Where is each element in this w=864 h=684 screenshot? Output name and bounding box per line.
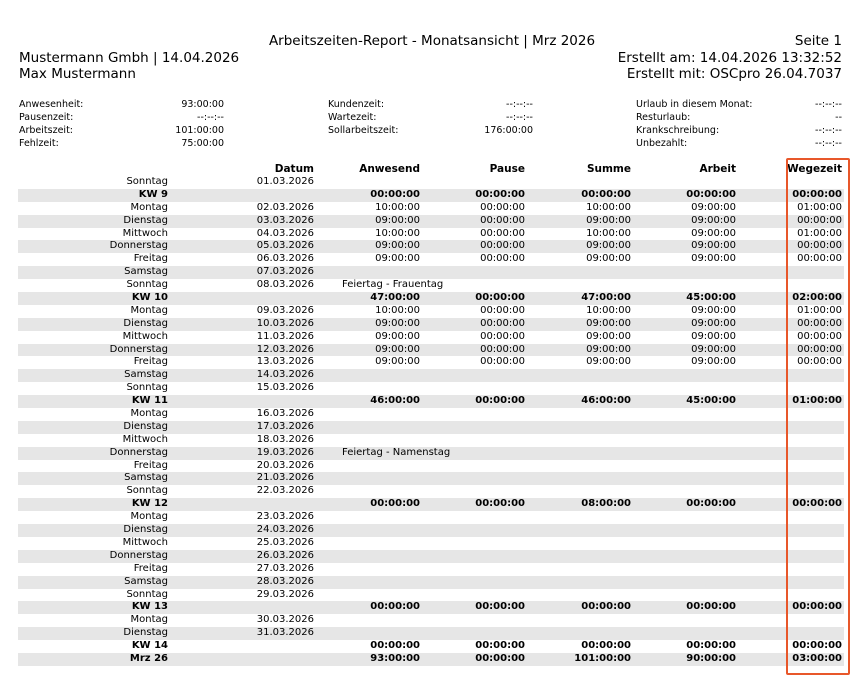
arbeit-cell: 09:00:00 [691, 214, 736, 226]
anwesend-cell: 09:00:00 [375, 240, 420, 252]
date-cell: 20.03.2026 [256, 459, 314, 471]
table-row [18, 537, 844, 550]
day-cell: KW 13 [131, 601, 168, 613]
date-cell: 04.03.2026 [256, 227, 314, 239]
anwesend-cell: 10:00:00 [375, 304, 420, 316]
wegezeit-cell: 03:00:00 [792, 652, 842, 664]
wegezeit-cell: 01:00:00 [792, 395, 842, 407]
summary-label: Pausenzeit: [19, 112, 74, 123]
summary-label: Sollarbeitszeit: [328, 125, 399, 136]
day-cell: Mittwoch [122, 536, 168, 548]
arbeit-cell: 09:00:00 [691, 227, 736, 239]
wegezeit-cell: 01:00:00 [797, 227, 842, 239]
summary-value: --:--:-- [815, 138, 842, 149]
table-row [18, 305, 844, 318]
summary-row [18, 189, 844, 202]
wegezeit-cell: 00:00:00 [792, 498, 842, 510]
summary-label: Wartezeit: [328, 112, 377, 123]
date-cell: 24.03.2026 [256, 524, 314, 536]
summe-cell: 08:00:00 [581, 498, 631, 510]
arbeit-cell: 00:00:00 [686, 640, 736, 652]
table-row [18, 279, 844, 292]
date-cell: 19.03.2026 [256, 446, 314, 458]
day-cell: Sonntag [126, 485, 168, 497]
date-cell: 27.03.2026 [256, 562, 314, 574]
arbeit-cell: 00:00:00 [686, 498, 736, 510]
arbeit-cell: 09:00:00 [691, 330, 736, 342]
day-cell: Sonntag [126, 279, 168, 291]
day-cell: Samstag [124, 472, 168, 484]
table-row [18, 408, 844, 421]
summe-cell: 09:00:00 [586, 240, 631, 252]
summe-cell: 09:00:00 [586, 317, 631, 329]
table-row [18, 318, 844, 331]
day-cell: Samstag [124, 575, 168, 587]
summary-value: 93:00:00 [181, 99, 224, 110]
report-title: Arbeitszeiten-Report - Monatsansicht | Mrz 2026 [268, 33, 596, 49]
pause-cell: 00:00:00 [480, 253, 525, 265]
date-cell: 25.03.2026 [256, 536, 314, 548]
wegezeit-cell: 00:00:00 [797, 330, 842, 342]
summary-row [18, 395, 844, 408]
day-cell: Mittwoch [122, 227, 168, 239]
summe-cell: 09:00:00 [586, 356, 631, 368]
anwesend-cell: 00:00:00 [370, 640, 420, 652]
page-number: Seite 1 [794, 33, 842, 49]
arbeit-cell: 09:00:00 [691, 356, 736, 368]
date-cell: 10.03.2026 [256, 317, 314, 329]
day-cell: Montag [130, 201, 168, 213]
pause-cell: 00:00:00 [480, 317, 525, 329]
date-cell: 31.03.2026 [256, 627, 314, 639]
table-row [18, 589, 844, 602]
day-cell: Montag [130, 614, 168, 626]
date-cell: 18.03.2026 [256, 433, 314, 445]
table-row [18, 614, 844, 627]
summary-row [18, 640, 844, 653]
table-row [18, 382, 844, 395]
date-cell: 21.03.2026 [256, 472, 314, 484]
wegezeit-cell: 01:00:00 [797, 304, 842, 316]
summary-row [18, 292, 844, 305]
table-row [18, 563, 844, 576]
pause-cell: 00:00:00 [480, 343, 525, 355]
summary-value: --:--:-- [197, 112, 224, 123]
summary-row [18, 653, 844, 666]
table-row [18, 550, 844, 563]
arbeit-cell: 45:00:00 [686, 292, 736, 304]
table-row [18, 356, 844, 369]
table-row [18, 627, 844, 640]
table-row [18, 266, 844, 279]
anwesend-cell: 00:00:00 [370, 188, 420, 200]
arbeit-cell: 09:00:00 [691, 304, 736, 316]
table-row [18, 176, 844, 189]
summary-label: Unbezahlt: [636, 138, 688, 149]
summary-label: Anwesenheit: [19, 99, 84, 110]
day-cell: Dienstag [123, 214, 168, 226]
table-body [18, 176, 844, 666]
pause-cell: 00:00:00 [475, 395, 525, 407]
arbeit-cell: 45:00:00 [686, 395, 736, 407]
arbeit-cell: 09:00:00 [691, 253, 736, 265]
summary-label: Kundenzeit: [328, 99, 385, 110]
column-header-arbeit: Arbeit [699, 163, 736, 175]
column-header-wegezeit: Wegezeit [787, 163, 842, 175]
arbeit-cell: 00:00:00 [686, 601, 736, 613]
table-row [18, 485, 844, 498]
table-row [18, 331, 844, 344]
pause-cell: 00:00:00 [480, 356, 525, 368]
date-cell: 01.03.2026 [256, 176, 314, 187]
table-row [18, 253, 844, 266]
arbeit-cell: 00:00:00 [686, 188, 736, 200]
anwesend-cell: 09:00:00 [375, 330, 420, 342]
day-cell: Sonntag [126, 176, 168, 187]
table-row [18, 576, 844, 589]
summary-value: 75:00:00 [181, 138, 224, 149]
note-cell: Feiertag - Frauentag [342, 279, 444, 291]
summe-cell: 101:00:00 [574, 652, 631, 664]
pause-cell: 00:00:00 [475, 188, 525, 200]
date-cell: 13.03.2026 [256, 356, 314, 368]
summe-cell: 00:00:00 [581, 188, 631, 200]
date-cell: 15.03.2026 [256, 382, 314, 394]
day-cell: Donnerstag [109, 343, 168, 355]
summary-label: Krankschreibung: [636, 125, 720, 136]
date-cell: 03.03.2026 [256, 214, 314, 226]
date-cell: 06.03.2026 [256, 253, 314, 265]
column-header-datum: Datum [274, 163, 314, 175]
date-cell: 22.03.2026 [256, 485, 314, 497]
created-at: Erstellt am: 14.04.2026 13:32:52 [617, 50, 842, 66]
arbeit-cell: 90:00:00 [686, 652, 736, 664]
pause-cell: 00:00:00 [480, 304, 525, 316]
anwesend-cell: 47:00:00 [370, 292, 420, 304]
arbeit-cell: 09:00:00 [691, 317, 736, 329]
anwesend-cell: 09:00:00 [375, 356, 420, 368]
pause-cell: 00:00:00 [480, 227, 525, 239]
summary-row [18, 601, 844, 614]
summary-value: 176:00:00 [484, 125, 533, 136]
day-cell: Dienstag [123, 420, 168, 432]
day-cell: Samstag [124, 266, 168, 278]
day-cell: KW 12 [131, 498, 168, 510]
wegezeit-cell: 00:00:00 [792, 601, 842, 613]
table-row [18, 511, 844, 524]
summary-label: Urlaub in diesem Monat: [636, 99, 753, 110]
summary-value: --:--:-- [815, 99, 842, 110]
date-cell: 02.03.2026 [256, 201, 314, 213]
pause-cell: 00:00:00 [480, 214, 525, 226]
anwesend-cell: 10:00:00 [375, 227, 420, 239]
day-cell: Montag [130, 511, 168, 523]
day-cell: Freitag [133, 562, 168, 574]
day-cell: Dienstag [123, 317, 168, 329]
wegezeit-cell: 01:00:00 [797, 201, 842, 213]
day-cell: Montag [130, 408, 168, 420]
summe-cell: 09:00:00 [586, 214, 631, 226]
table-row [18, 344, 844, 357]
wegezeit-cell: 00:00:00 [797, 317, 842, 329]
arbeit-cell: 09:00:00 [691, 343, 736, 355]
table-row [18, 447, 844, 460]
wegezeit-cell: 00:00:00 [792, 188, 842, 200]
day-cell: Donnerstag [109, 446, 168, 458]
pause-cell: 00:00:00 [480, 240, 525, 252]
date-cell: 11.03.2026 [256, 330, 314, 342]
pause-cell: 00:00:00 [475, 640, 525, 652]
summary-value: --:--:-- [506, 112, 533, 123]
date-cell: 23.03.2026 [256, 511, 314, 523]
summary-value: --:--:-- [506, 99, 533, 110]
day-cell: Dienstag [123, 524, 168, 536]
anwesend-cell: 46:00:00 [370, 395, 420, 407]
created-with: Erstellt mit: OSCpro 26.04.7037 [626, 66, 842, 82]
anwesend-cell: 00:00:00 [370, 498, 420, 510]
table-row [18, 202, 844, 215]
date-cell: 08.03.2026 [256, 279, 314, 291]
date-cell: 26.03.2026 [256, 549, 314, 561]
pause-cell: 00:00:00 [480, 201, 525, 213]
company-line: Mustermann Gmbh | 14.04.2026 [19, 50, 240, 66]
table-row [18, 460, 844, 473]
date-cell: 29.03.2026 [256, 588, 314, 600]
summary-value: 101:00:00 [175, 125, 224, 136]
summe-cell: 46:00:00 [581, 395, 631, 407]
summary-label: Fehlzeit: [19, 138, 59, 149]
table-row [18, 215, 844, 228]
day-cell: Mittwoch [122, 330, 168, 342]
wegezeit-cell: 00:00:00 [792, 640, 842, 652]
pause-cell: 00:00:00 [480, 330, 525, 342]
day-cell: KW 11 [131, 395, 168, 407]
pause-cell: 00:00:00 [475, 652, 525, 664]
table-row [18, 369, 844, 382]
anwesend-cell: 09:00:00 [375, 343, 420, 355]
summary-label: Resturlaub: [636, 112, 691, 123]
wegezeit-cell: 02:00:00 [792, 292, 842, 304]
wegezeit-cell: 00:00:00 [797, 240, 842, 252]
wegezeit-highlight-box [786, 158, 850, 675]
day-cell: KW 10 [131, 292, 168, 304]
wegezeit-cell: 00:00:00 [797, 214, 842, 226]
day-cell: Samstag [124, 369, 168, 381]
summe-cell: 47:00:00 [581, 292, 631, 304]
pause-cell: 00:00:00 [475, 498, 525, 510]
date-cell: 17.03.2026 [256, 420, 314, 432]
time-report-table [18, 162, 844, 666]
anwesend-cell: 10:00:00 [375, 201, 420, 213]
date-cell: 09.03.2026 [256, 304, 314, 316]
wegezeit-cell: 00:00:00 [797, 356, 842, 368]
summary-row [18, 498, 844, 511]
date-cell: 28.03.2026 [256, 575, 314, 587]
date-cell: 05.03.2026 [256, 240, 314, 252]
arbeit-cell: 09:00:00 [691, 201, 736, 213]
summary-value: -- [835, 112, 842, 123]
date-cell: 12.03.2026 [256, 343, 314, 355]
day-cell: Mrz 26 [129, 652, 168, 664]
day-cell: Freitag [133, 253, 168, 265]
anwesend-cell: 00:00:00 [370, 601, 420, 613]
anwesend-cell: 09:00:00 [375, 317, 420, 329]
day-cell: Sonntag [126, 588, 168, 600]
date-cell: 07.03.2026 [256, 266, 314, 278]
note-cell: Feiertag - Namenstag [342, 446, 451, 458]
day-cell: Freitag [133, 356, 168, 368]
summe-cell: 09:00:00 [586, 330, 631, 342]
day-cell: KW 14 [131, 640, 168, 652]
table-row [18, 228, 844, 241]
summe-cell: 10:00:00 [586, 201, 631, 213]
anwesend-cell: 09:00:00 [375, 214, 420, 226]
column-header-summe: Summe [586, 163, 631, 175]
day-cell: Donnerstag [109, 240, 168, 252]
wegezeit-cell: 00:00:00 [797, 343, 842, 355]
table-header-row [18, 162, 844, 176]
pause-cell: 00:00:00 [475, 601, 525, 613]
anwesend-cell: 93:00:00 [370, 652, 420, 664]
day-cell: Montag [130, 304, 168, 316]
day-cell: Donnerstag [109, 549, 168, 561]
table-row [18, 434, 844, 447]
day-cell: KW 9 [138, 188, 168, 200]
arbeit-cell: 09:00:00 [691, 240, 736, 252]
table-row [18, 421, 844, 434]
day-cell: Dienstag [123, 627, 168, 639]
table-row [18, 240, 844, 253]
summe-cell: 00:00:00 [581, 640, 631, 652]
table-row [18, 472, 844, 485]
summe-cell: 09:00:00 [586, 253, 631, 265]
column-header-anwesend: Anwesend [359, 163, 420, 175]
date-cell: 30.03.2026 [256, 614, 314, 626]
day-cell: Freitag [133, 459, 168, 471]
anwesend-cell: 09:00:00 [375, 253, 420, 265]
date-cell: 16.03.2026 [256, 408, 314, 420]
summary-value: --:--:-- [815, 125, 842, 136]
day-cell: Mittwoch [122, 433, 168, 445]
summe-cell: 10:00:00 [586, 227, 631, 239]
employee-name: Max Mustermann [19, 66, 136, 82]
summe-cell: 00:00:00 [581, 601, 631, 613]
summe-cell: 09:00:00 [586, 343, 631, 355]
pause-cell: 00:00:00 [475, 292, 525, 304]
date-cell: 14.03.2026 [256, 369, 314, 381]
summe-cell: 10:00:00 [586, 304, 631, 316]
column-header-pause: Pause [489, 163, 525, 175]
wegezeit-cell: 00:00:00 [797, 253, 842, 265]
day-cell: Sonntag [126, 382, 168, 394]
summary-label: Arbeitszeit: [19, 125, 73, 136]
table-row [18, 524, 844, 537]
